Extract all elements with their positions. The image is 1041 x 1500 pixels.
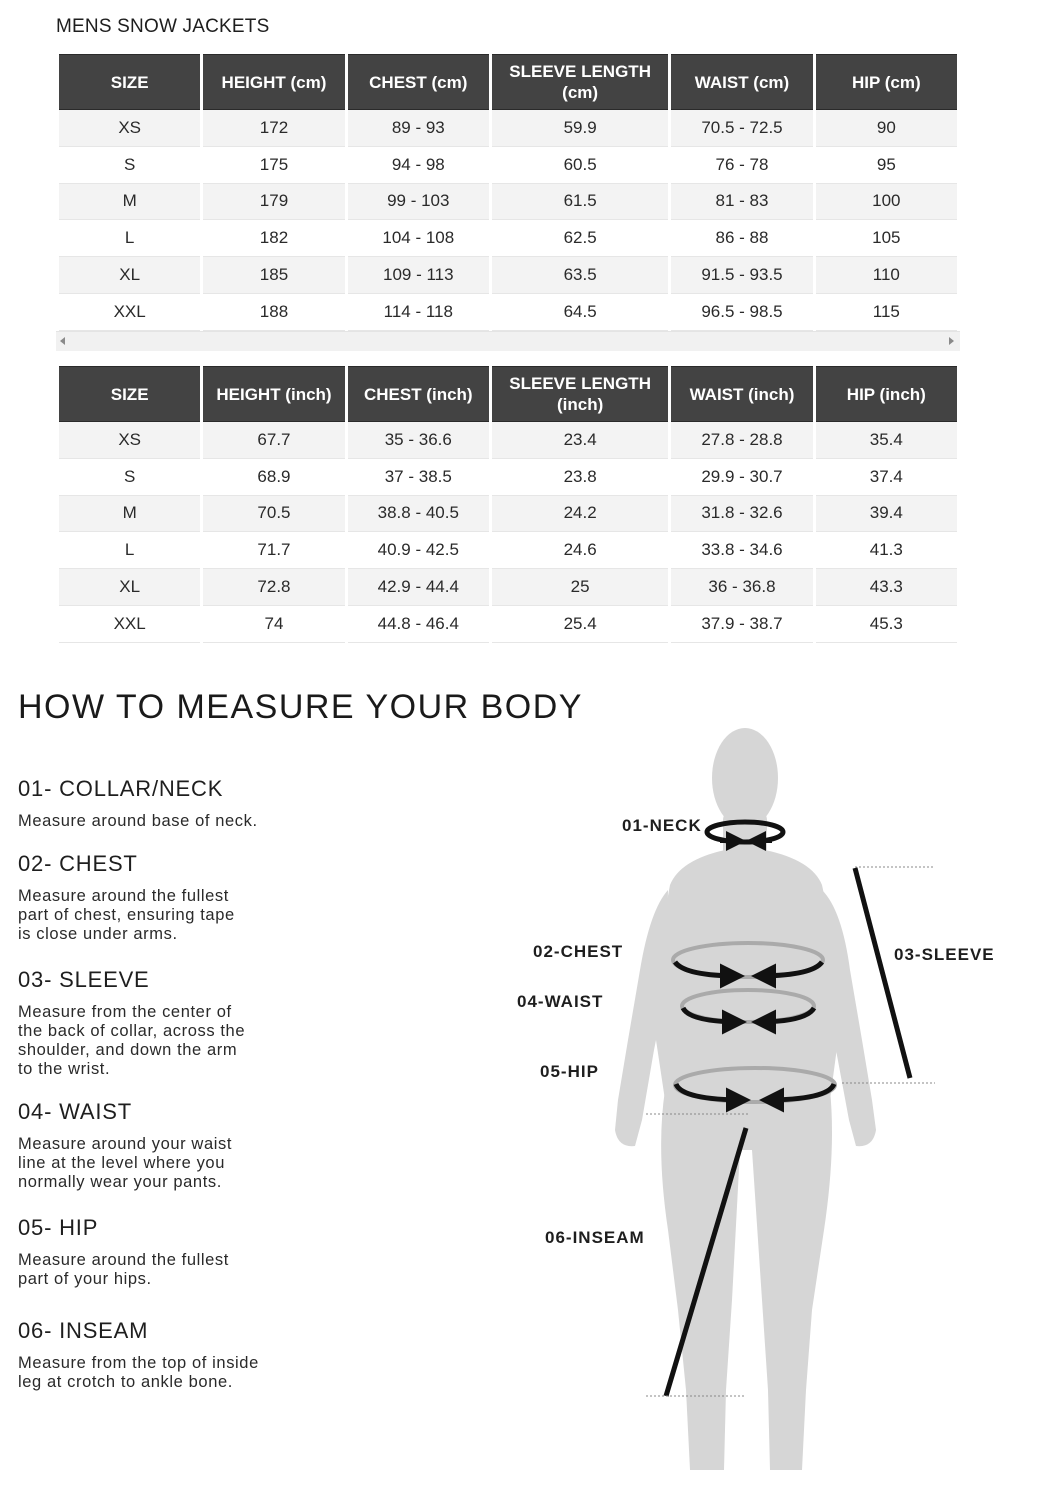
cell-hip: 43.3 <box>816 569 957 606</box>
cell-sleeve: 23.4 <box>492 422 668 459</box>
table-row <box>59 257 957 294</box>
cell-chest: 37 - 38.5 <box>348 459 489 496</box>
cell-waist: 29.9 - 30.7 <box>671 459 812 496</box>
header-size: SIZE <box>59 366 200 422</box>
label-hip: 05-HIP <box>540 1062 599 1081</box>
cell-height: 74 <box>203 606 344 643</box>
instruction-chest <box>18 851 318 944</box>
cell-sleeve: 60.5 <box>492 147 668 184</box>
cell-size: L <box>59 532 200 569</box>
cell-size: XXL <box>59 606 200 643</box>
cell-sleeve: 59.9 <box>492 110 668 147</box>
table-header-row <box>59 54 957 110</box>
cell-height: 185 <box>203 257 344 294</box>
cell-height: 188 <box>203 294 344 331</box>
cell-size: M <box>59 184 200 221</box>
table-row <box>59 220 957 257</box>
instruction-inseam <box>18 1318 318 1392</box>
instruction-sleeve <box>18 967 318 1079</box>
label-waist: 04-WAIST <box>517 992 604 1011</box>
cell-waist: 27.8 - 28.8 <box>671 422 812 459</box>
cell-hip: 100 <box>816 184 957 221</box>
cell-hip: 90 <box>816 110 957 147</box>
header-sleeve-length: SLEEVE LENGTH (cm) <box>492 54 668 110</box>
cell-chest: 99 - 103 <box>348 184 489 221</box>
cell-hip: 45.3 <box>816 606 957 643</box>
header-waist: WAIST (cm) <box>671 54 812 110</box>
table-row <box>59 184 957 221</box>
cell-hip: 110 <box>816 257 957 294</box>
header-hip: HIP (inch) <box>816 366 957 422</box>
label-chest: 02-CHEST <box>533 942 624 961</box>
cell-height: 182 <box>203 220 344 257</box>
cell-size: XS <box>59 110 200 147</box>
cell-hip: 35.4 <box>816 422 957 459</box>
cell-height: 67.7 <box>203 422 344 459</box>
instruction-neck <box>18 776 318 831</box>
cell-sleeve: 24.6 <box>492 532 668 569</box>
instruction-title: 05- HIP <box>18 1215 99 1240</box>
cell-hip: 115 <box>816 294 957 331</box>
page-title: MENS SNOW JACKETS <box>56 16 270 37</box>
cell-chest: 109 - 113 <box>348 257 489 294</box>
header-hip: HIP (cm) <box>816 54 957 110</box>
scroll-right-arrow-icon[interactable] <box>949 337 954 345</box>
cell-sleeve: 24.2 <box>492 496 668 533</box>
table-row <box>59 569 957 606</box>
cell-height: 72.8 <box>203 569 344 606</box>
cell-height: 172 <box>203 110 344 147</box>
cell-waist: 33.8 - 34.6 <box>671 532 812 569</box>
cell-hip: 41.3 <box>816 532 957 569</box>
cell-size: XXL <box>59 294 200 331</box>
header-sleeve-length: SLEEVE LENGTH (inch) <box>492 366 668 422</box>
cell-hip: 39.4 <box>816 496 957 533</box>
cell-height: 175 <box>203 147 344 184</box>
cell-waist: 81 - 83 <box>671 184 812 221</box>
cell-size: S <box>59 459 200 496</box>
cell-sleeve: 61.5 <box>492 184 668 221</box>
instruction-title: 01- COLLAR/NECK <box>18 776 224 801</box>
cell-chest: 114 - 118 <box>348 294 489 331</box>
cell-size: XS <box>59 422 200 459</box>
size-table-cm <box>56 54 960 331</box>
instruction-desc: Measure around the fullest part of chest, ensuring tape is close under arms. <box>18 887 235 943</box>
cell-height: 68.9 <box>203 459 344 496</box>
header-waist: WAIST (inch) <box>671 366 812 422</box>
cell-height: 70.5 <box>203 496 344 533</box>
instruction-desc: Measure from the center of the back of collar, across the shoulder, and down the arm to the wrist. <box>18 1003 246 1078</box>
cell-sleeve: 23.8 <box>492 459 668 496</box>
instruction-desc: Measure around your waist line at the level where you normally wear your pants. <box>18 1135 233 1191</box>
table-row <box>59 606 957 643</box>
cell-sleeve: 62.5 <box>492 220 668 257</box>
cell-waist: 76 - 78 <box>671 147 812 184</box>
label-inseam: 06-INSEAM <box>545 1228 645 1247</box>
cell-waist: 91.5 - 93.5 <box>671 257 812 294</box>
table-row <box>59 459 957 496</box>
cell-waist: 96.5 - 98.5 <box>671 294 812 331</box>
cell-sleeve: 25 <box>492 569 668 606</box>
cell-size: XL <box>59 257 200 294</box>
header-chest: CHEST (cm) <box>348 54 489 110</box>
horizontal-scrollbar[interactable] <box>56 331 960 351</box>
cell-chest: 35 - 36.6 <box>348 422 489 459</box>
cell-hip: 37.4 <box>816 459 957 496</box>
body-figure <box>500 710 1041 1500</box>
cell-size: L <box>59 220 200 257</box>
cell-chest: 89 - 93 <box>348 110 489 147</box>
cell-height: 71.7 <box>203 532 344 569</box>
body-silhouette-icon <box>500 710 1041 1500</box>
size-table-inch <box>56 366 960 643</box>
measure-heading: HOW TO MEASURE YOUR BODY <box>18 688 583 726</box>
cell-size: S <box>59 147 200 184</box>
cell-waist: 31.8 - 32.6 <box>671 496 812 533</box>
instruction-title: 04- WAIST <box>18 1099 132 1124</box>
cell-hip: 95 <box>816 147 957 184</box>
table-row <box>59 110 957 147</box>
header-height: HEIGHT (cm) <box>203 54 344 110</box>
instruction-title: 02- CHEST <box>18 851 138 876</box>
header-chest: CHEST (inch) <box>348 366 489 422</box>
cell-sleeve: 63.5 <box>492 257 668 294</box>
instruction-desc: Measure around the fullest part of your hips. <box>18 1251 229 1288</box>
header-height: HEIGHT (inch) <box>203 366 344 422</box>
table-row <box>59 147 957 184</box>
instruction-title: 03- SLEEVE <box>18 967 150 992</box>
cell-chest: 40.9 - 42.5 <box>348 532 489 569</box>
label-neck: 01-NECK <box>622 816 702 835</box>
cell-chest: 38.8 - 40.5 <box>348 496 489 533</box>
label-sleeve: 03-SLEEVE <box>894 945 995 964</box>
cell-chest: 44.8 - 46.4 <box>348 606 489 643</box>
instruction-waist <box>18 1099 318 1192</box>
cell-waist: 37.9 - 38.7 <box>671 606 812 643</box>
cell-waist: 86 - 88 <box>671 220 812 257</box>
header-size: SIZE <box>59 54 200 110</box>
instruction-hip <box>18 1215 318 1289</box>
table-row <box>59 532 957 569</box>
table-row <box>59 422 957 459</box>
table-row <box>59 496 957 533</box>
cell-sleeve: 64.5 <box>492 294 668 331</box>
scroll-left-arrow-icon[interactable] <box>60 337 65 345</box>
instruction-desc: Measure around base of neck. <box>18 812 258 830</box>
cell-sleeve: 25.4 <box>492 606 668 643</box>
cell-height: 179 <box>203 184 344 221</box>
cell-waist: 36 - 36.8 <box>671 569 812 606</box>
cell-chest: 42.9 - 44.4 <box>348 569 489 606</box>
cell-waist: 70.5 - 72.5 <box>671 110 812 147</box>
instruction-title: 06- INSEAM <box>18 1318 149 1343</box>
cell-size: M <box>59 496 200 533</box>
cell-size: XL <box>59 569 200 606</box>
cell-chest: 104 - 108 <box>348 220 489 257</box>
cell-chest: 94 - 98 <box>348 147 489 184</box>
cell-hip: 105 <box>816 220 957 257</box>
table-header-row <box>59 366 957 422</box>
table-row <box>59 294 957 331</box>
instruction-desc: Measure from the top of inside leg at crotch to ankle bone. <box>18 1354 259 1391</box>
